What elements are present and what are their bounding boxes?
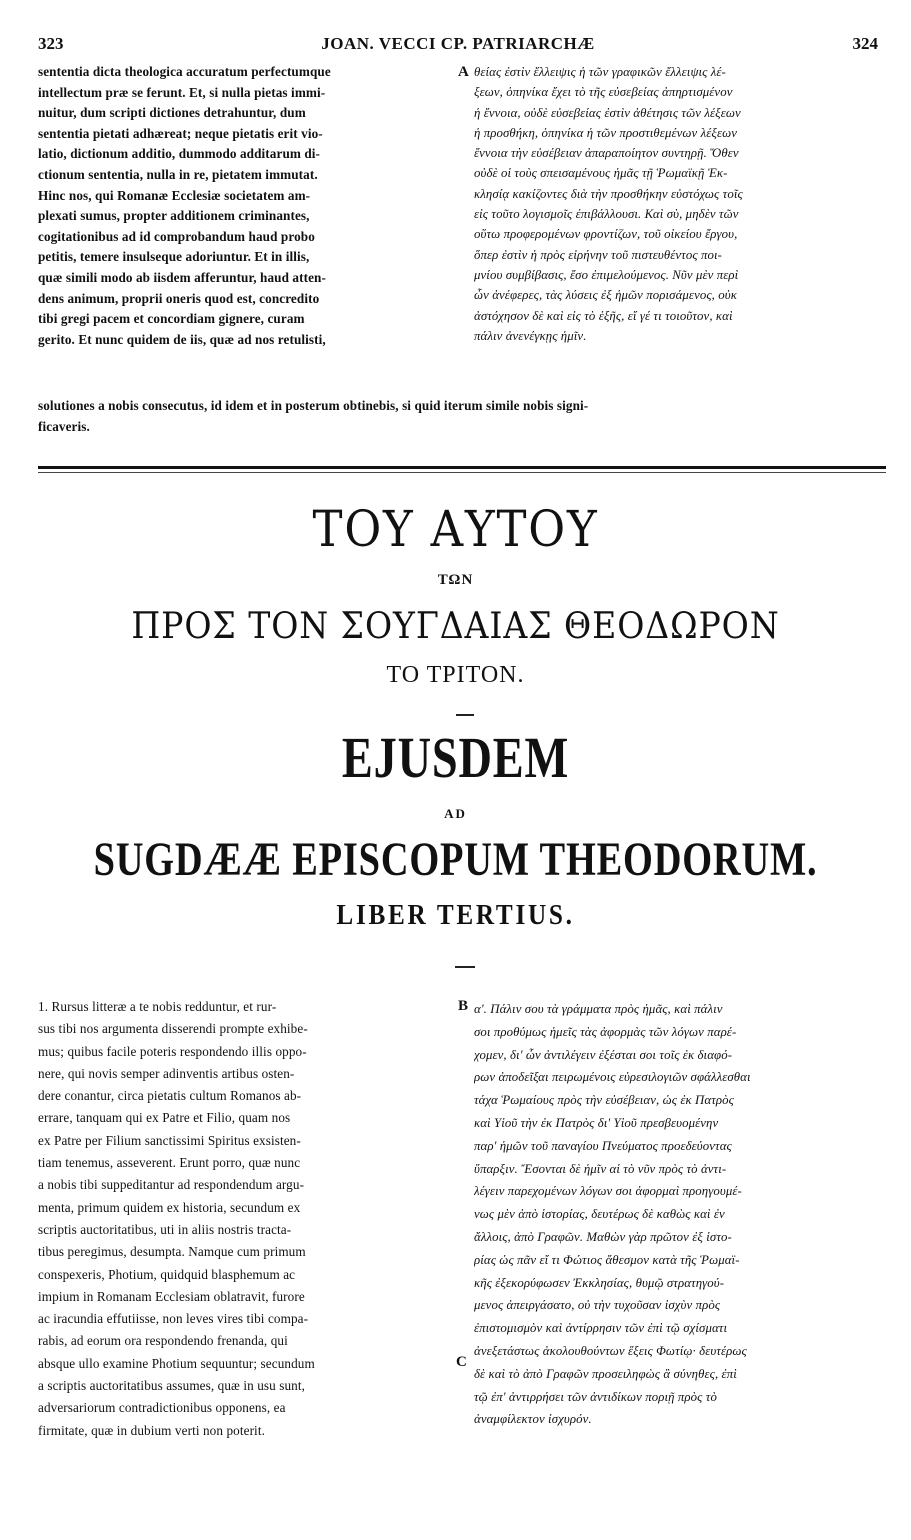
text-line: λέγειν παρεχομένων λόγων σοι ἀφορμαὶ προηγουμέ- [474,1184,742,1199]
text-line: οὐδὲ οἱ τοὺς σπεισαμένους ἡμᾶς τῇ Ῥωμαϊκῇ Ἐκ- [474,166,728,181]
text-line: scriptis auctoritatibus, uti in aliis nostris tracta- [38,1221,292,1237]
text-line: ἡ προσθήκη, ὁπηνίκα ἡ τῶν προστιθεμένων λέξεων [474,125,738,140]
text-line: petitis, temere insulseque adoriuntur. Et in illis, [38,249,310,265]
text-line: ac iracundia effutiisse, non leves vires tibi compa- [38,1311,309,1327]
text-line: ἐπιστομισμὸν καὶ ἀντίρρησιν τῶν ἐπὶ τῷ σχίσματι [474,1321,728,1336]
text-line: dere conantur, circa pietatis cultum Romanos ab- [38,1088,302,1104]
text-line: ρων ἀποδεῖξαι πειρωμένοις εὑρεσιλογιῶν σφάλλεσθαι [474,1070,751,1085]
text-line: θείας ἐστὶν ἔλλειψις ἡ τῶν γραφικῶν ἔλλειψις λέ- [474,65,726,79]
text-line: μενος ἀπειργάσατο, οὐ τὴν τυχοῦσαν ἰσχὺν πρὸς [474,1298,721,1313]
text-line: ctionum sententia, nulla in re, pietatem immutat. [38,166,318,182]
text-line: quæ simili modo ab iisdem afferuntur, haud atten- [38,269,326,285]
section-rule-thick [38,466,886,469]
running-header [38,34,878,58]
latin-title: EJUSDEM [341,725,570,790]
latin-book-label: LIBER TERTIUS. [336,900,575,931]
text-line: mus; quibus facile poteris respondendo illis oppo- [38,1043,307,1059]
text-line: ξεων, ὁπηνίκα ἔχει τὸ τῆς εὐσεβείας ἀπηρτισμένον [474,85,733,100]
text-line: adversariorum contradictionibus opponens, ea [38,1400,286,1416]
latin-title-ad: AD [444,806,467,821]
margin-marker-a: A [458,64,469,80]
text-line: σοι προθύμως ἡμεῖς τὰς ἀφορμὰς τῶν λόγων παρέ- [474,1024,737,1039]
text-line: dens animum, proprii oneris quod est, concredito [38,290,320,306]
text-line: firmitate, quæ in dubium verti non poterit. [38,1422,265,1438]
text-line: 1. Rursus litteræ a te nobis redduntur, et rur- [38,999,277,1014]
text-line: ἄλλοις, ἀπὸ Γραφῶν. Μαθὼν γὰρ πρῶτον ἐξ ἱστο- [474,1229,732,1244]
margin-marker-b: B [458,998,469,1014]
text-line: ἀναμφίλεκτον ἰσχυρόν. [474,1412,592,1427]
greek-subtitle: ΠΡΟΣ ΤΟΝ ΣΟΥΓΔΑΙΑΣ ΘΕΟΔΩΡΟΝ [131,606,780,647]
text-line: nere, qui novis semper adinventis artibus osten- [38,1065,295,1081]
page-number-left: 323 [38,34,64,53]
text-line: μνίου συμβίβασις, ἔσο ἐπιμελούμενος. Νῦν μὲν περὶ [474,267,739,282]
text-line: nuitur, dum scripti dictiones detrahuntur, dum [38,105,306,121]
text-line: a scriptis auctoritatibus assumes, quæ in usu sunt, [38,1378,305,1394]
text-line: cogitationibus ad id comprobandum haud probo [38,228,315,244]
text-line: absque ullo examine Photium sequuntur; secundum [38,1355,315,1371]
text-line: menta, primum quidem ex historia, secundum ex [38,1199,301,1215]
text-line: ὕπαρξιν. Ἔσονται δὲ ἡμῖν αἱ τὸ νῦν πρὸς τὸ ἀντι- [474,1161,727,1176]
section-rule-thin [38,472,886,473]
text-line: ὅπερ ἐστὶν ἡ πρὸς εἰρήνην τοῦ πιστευθέντος ποι- [474,247,722,262]
text-line: εἰς τοῦτο λογισμοῖς ἐπιβάλλουσι. Καὶ σὺ, μηδὲν τῶν [474,207,739,222]
greek-title-article: ΤΩΝ [437,572,474,588]
greek-title: ΤΟΥ ΑΥΤΟΥ [312,500,599,558]
text-line: οὕτω προφερομένων φροντίζων, τοῦ οἰκείου ἔργου, [474,227,738,242]
text-line: errare, tanquam qui ex Patre et Filio, quam nos [38,1110,291,1126]
text-line: solutiones a nobis consecutus, id idem et in posterum obtinebis, si quid iterum simile nobis signi- [38,398,589,413]
text-line: sus tibi nos argumenta disserendi prompte exhibe- [38,1021,308,1037]
text-line: ρίας ὡς πᾶν εἴ τι Φώτιος ἄθεσμον κατὰ τῆς Ῥωμαϊ- [474,1252,740,1267]
body-latin-column [38,996,456,1442]
text-line: plexati sumus, propter additionem criminantes, [38,208,310,224]
text-line: ἀνεξετάστως ἀκολουθούντων ἕξεις Φωτίῳ· δευτέρως [474,1343,747,1358]
text-line: tibus peregimus, desumpta. Namque cum primum [38,1244,306,1260]
text-line: παρ' ἡμῶν τοῦ παναγίου Πνεύματος προεδεύοντας [474,1138,732,1153]
text-line: ὧν ἀνέφερες, τὰς λύσεις ἐξ ἡμῶν πορισάμενος, οὐκ [474,288,737,303]
text-line: τῷ ἐπ' ἀντιρρήσει τῶν ἀντιδίκων ποριῇ πρὸς τὸ [474,1389,717,1404]
text-line: a nobis tibi suppeditantur ad respondendum argu- [38,1177,305,1193]
title-dash [456,714,474,716]
page-number-right: 324 [852,34,878,53]
greek-book-label: ΤΟ ΤΡΙΤΟΝ. [386,662,525,688]
text-line: tiam tenemus, asseverent. Erunt porro, quæ nunc [38,1155,301,1171]
text-line: latio, dictionum additio, dummodo additarum di- [38,146,321,162]
text-line: α'. Πάλιν σου τὰ γράμματα πρὸς ἡμᾶς, καὶ πάλιν [474,1002,723,1016]
text-line: Hinc nos, qui Romanæ Ecclesiæ societatem am- [38,187,311,203]
text-line: ficaveris. [38,418,90,434]
top-latin-column [38,62,456,350]
text-line: χομεν, δι' ὧν ἀντιλέγειν ἐξέσται σοι τοῖς ἐκ διαφό- [474,1047,733,1062]
text-line: ex Patre per Filium sanctissimi Spiritus exsisten- [38,1132,301,1148]
text-line: καὶ Υἱοῦ τὴν ἐκ Πατρὸς δι' Υἱοῦ πρεσβευομένην [474,1115,719,1130]
text-line: gerito. Et nunc quidem de iis, quæ ad nos retulisti, [38,331,326,347]
text-line: ἔννοια τὴν εὐσέβειαν ἀπαραποίητον συντηρῇ. Ὅθεν [474,146,739,161]
text-line: κλησίᾳ κακίζοντες διὰ τὴν προσθήκην εὐστόχως τοῖς [474,186,743,201]
margin-marker-c: C [456,1354,467,1370]
text-line: πάλιν ἀνενέγκῃς ἡμῖν. [474,328,587,343]
text-line: τάχα Ῥωμαίους πρὸς τὴν εὐσέβειαν, ὡς ἐκ Πατρὸς [474,1093,734,1108]
text-line: κῆς ἐξεκορύφωσεν Ἐκκλησίας, θυμῷ στρατηγού- [474,1275,725,1290]
top-full-width-text [38,396,888,437]
text-line: impium in Romanam Ecclesiam oblatravit, furore [38,1288,305,1304]
title-dash-bottom [455,966,475,968]
text-line: δὲ καὶ τὸ ἀπὸ Γραφῶν προσειληφὼς ἃ σύνηθες, ἐπὶ [474,1366,737,1381]
text-line: tibi gregi pacem et concordiam gignere, curam [38,311,305,327]
text-line: conspexeris, Photium, quidquid blasphemum ac [38,1266,296,1282]
text-line: rabis, ad eorum ora respondendo frenanda, qui [38,1333,288,1349]
text-line: νως μὲν ἀπὸ ἱστορίας, δευτέρως δὲ καθὼς καὶ ἐν [474,1207,725,1222]
text-line: ἡ ἔννοια, οὐδὲ εὐσεβείας ἐστὶν ἀθέτησις τῶν λέξεων [474,105,741,120]
top-greek-column [474,62,886,346]
latin-subtitle: SUGDÆÆ EPISCOPUM THEODORUM. [93,833,818,886]
running-head-title: JOAN. VECCI CP. PATRIARCHÆ [321,34,595,53]
text-line: intellectum præ se ferunt. Et, si nulla pietas immi- [38,84,326,100]
body-greek-column [474,998,886,1431]
text-line: sententia pietati adhæreat; neque pietatis erit vio- [38,125,323,141]
text-line: sententia dicta theologica accuratum perfectumque [38,64,331,79]
text-line: ἀστόχησον δὲ καὶ εἰς τὸ ἑξῆς, εἴ γέ τι τοιοῦτον, καὶ [474,308,733,323]
